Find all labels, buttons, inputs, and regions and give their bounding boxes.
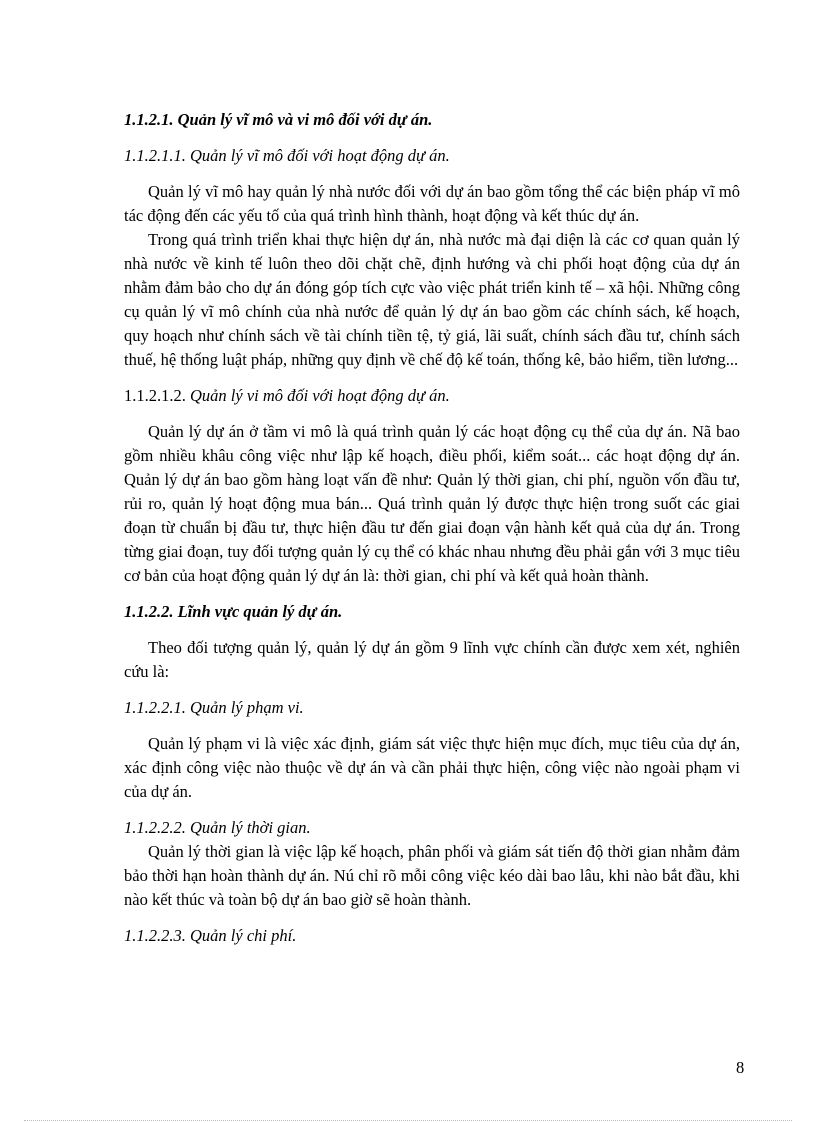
heading-title: Quản lý chi phí.: [190, 926, 297, 945]
footer-divider: [24, 1120, 792, 1121]
heading-number: 1.1.2.2.1.: [124, 698, 186, 717]
heading-1-1-2-2: 1.1.2.2. Lĩnh vực quản lý dự án.: [124, 602, 343, 621]
heading-1-1-2-2-1: [124, 696, 740, 720]
heading-1-1-2-1: 1.1.2.1. Quản lý vĩ mô và vi mô đối với dự án.: [124, 110, 433, 129]
paragraph-micro-management: Quản lý dự án ở tầm vi mô là quá trình quản lý các hoạt động cụ thể của dự án. Nã bao gồm nhiều khâu công việc như lập kế hoạch, điều phối, kiểm soát... các hoạt động dự án. Quản lý dự án bao gồm hàng loạt vấn đề như: Quản lý thời gian, chi phí, nguồn vốn đầu tư, rủi ro, quản lý hoạt động mua bán... Quá trình quản lý được thực hiện trong suốt các giai đoạn từ chuẩn bị đầu tư, thực hiện đầu tư đến giai đoạn vận hành kết quả của dự án. Trong từng giai đoạn, tuy đối tượng quản lý cụ thể có khác nhau nhưng đều phải gắn với 3 mục tiêu cơ bản của hoạt động quản lý dự án là: thời gian, chi phí và kết quả hoàn thành.: [124, 422, 740, 585]
heading-number: 1.1.2.2.3.: [124, 926, 186, 945]
heading-title: Quản lý vi mô đối với hoạt động dự án.: [190, 386, 450, 405]
page-number: 8: [736, 1058, 745, 1077]
heading-number: 1.1.2.2.2.: [124, 818, 186, 837]
heading-1-1-2-2-2: [124, 816, 740, 840]
paragraph-nine-areas: Theo đối tượng quản lý, quản lý dự án gồm 9 lĩnh vực chính cần được xem xét, nghiên cứu là:: [124, 638, 740, 681]
heading-title: Quản lý phạm vi.: [190, 698, 304, 717]
paragraph-macro-definition: Quản lý vĩ mô hay quản lý nhà nước đối với dự án bao gồm tổng thể các biện pháp vĩ mô tác động đến các yếu tố của quá trình hình thành, hoạt động và kết thúc dự án.: [124, 182, 740, 225]
paragraph-time: Quản lý thời gian là việc lập kế hoạch, phân phối và giám sát tiến độ thời gian nhằm đảm bảo thời hạn hoàn thành dự án. Nú chỉ rõ mỗi công việc kéo dài bao lâu, khi nào bắt đầu, khi nào kết thúc và toàn bộ dự án bao giờ sẽ hoàn thành.: [124, 842, 740, 909]
document-page: [124, 108, 740, 960]
paragraph-macro-tools: Trong quá trình triển khai thực hiện dự án, nhà nước mà đại diện là các cơ quan quản lý nhà nước về kinh tế luôn theo dõi chặt chẽ, định hướng và chi phối hoạt động của dự án nhằm đảm bảo cho dự án đóng góp tích cực vào việc phát triển kinh tế – xã hội. Những công cụ quản lý vĩ mô chính của nhà nước để quản lý dự án bao gồm các chính sách, kế hoạch, quy hoạch như chính sách về tài chính tiền tệ, tỷ giá, lãi suất, chính sách đầu tư, chính sách thuế, hệ thống luật pháp, những quy định về chế độ kế toán, thống kê, bảo hiểm, tiền lương...: [124, 230, 740, 369]
heading-1-1-2-1-2: [124, 384, 740, 408]
heading-title: Quản lý thời gian.: [190, 818, 311, 837]
heading-1-1-2-2-3: [124, 924, 740, 948]
heading-1-1-2-1-1: 1.1.2.1.1. Quản lý vĩ mô đối với hoạt động dự án.: [124, 146, 450, 165]
heading-number: 1.1.2.1.2.: [124, 386, 186, 405]
paragraph-scope: Quản lý phạm vi là việc xác định, giám sát việc thực hiện mục đích, mục tiêu của dự án, xác định công việc nào thuộc về dự án và cần phải thực hiện, công việc nào ngoài phạm vi của dự án.: [124, 734, 740, 801]
